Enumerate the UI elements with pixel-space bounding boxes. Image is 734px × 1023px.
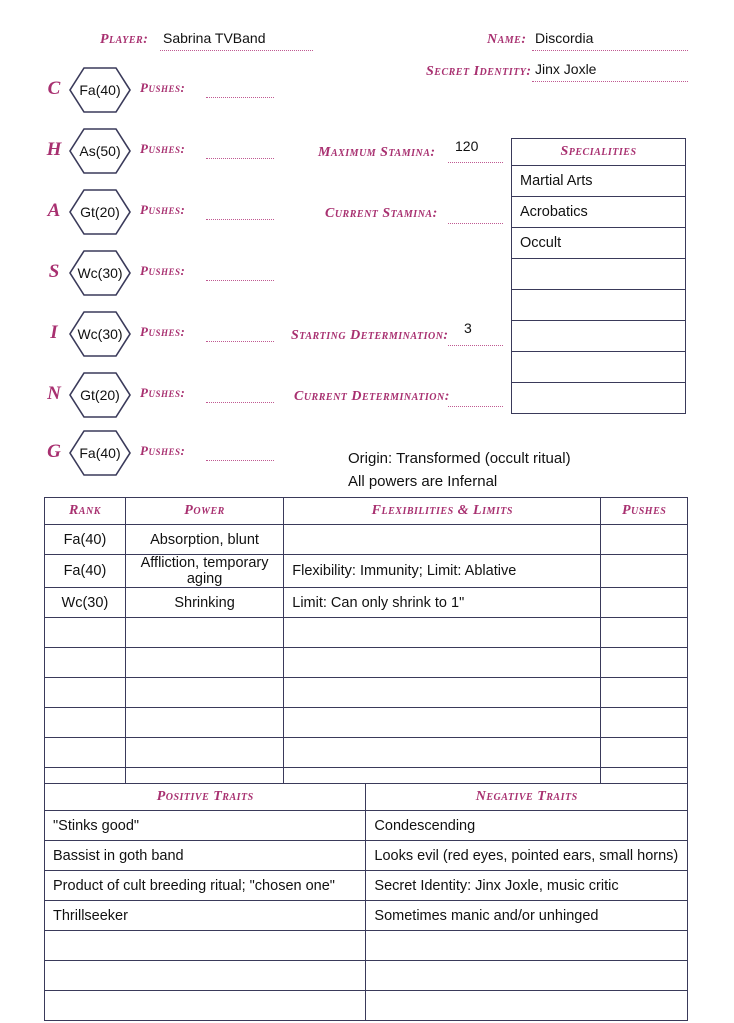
traits-row [45, 961, 688, 991]
stat-pushes-label: Pushes: [140, 80, 186, 95]
stat-row [44, 310, 304, 358]
power-name-cell[interactable] [125, 648, 283, 678]
stat-pushes-underline [206, 96, 274, 98]
origin-line-2: All powers are Infernal [348, 473, 498, 490]
name-label: Name: [487, 32, 527, 47]
stat-row [44, 249, 304, 297]
current-determination-underline [448, 405, 503, 407]
current-stamina-label: Current Stamina: [325, 206, 438, 221]
power-rank-cell[interactable]: Fa(40) [45, 555, 126, 588]
traits-row [45, 871, 688, 901]
specialties-row [512, 383, 686, 414]
positive-trait-cell[interactable]: Thrillseeker [45, 901, 366, 931]
power-pushes-cell[interactable] [601, 618, 688, 648]
player-value[interactable]: Sabrina TVBand [163, 30, 266, 46]
powers-row [45, 678, 688, 708]
negative-trait-cell[interactable]: Secret Identity: Jinx Joxle, music critic [366, 871, 688, 901]
stat-row [44, 66, 304, 114]
powers-row [45, 525, 688, 555]
player-label: Player: [100, 32, 149, 47]
stat-pushes-underline [206, 157, 274, 159]
stat-letter: S [48, 261, 60, 282]
power-rank-cell[interactable] [45, 618, 126, 648]
powers-header-power: Power [125, 498, 283, 525]
stat-hexagon [68, 188, 132, 236]
name-underline [532, 49, 688, 51]
power-flex-cell[interactable] [284, 618, 601, 648]
power-name-cell[interactable] [125, 618, 283, 648]
stat-rank-value[interactable]: Wc(30) [77, 265, 123, 281]
positive-trait-cell[interactable]: "Stinks good" [45, 811, 366, 841]
stat-row [44, 188, 304, 236]
specialty-cell[interactable] [512, 352, 686, 383]
stat-rank-value[interactable]: Fa(40) [79, 445, 121, 461]
current-determination-label: Current Determination: [294, 389, 450, 404]
stat-pushes-underline [206, 459, 274, 461]
specialties-row [512, 197, 686, 228]
power-name-cell[interactable] [125, 678, 283, 708]
secret-identity-value[interactable]: Jinx Joxle [535, 61, 597, 77]
stat-rank-value[interactable]: Wc(30) [77, 326, 123, 342]
stat-pushes-label: Pushes: [140, 324, 186, 339]
powers-row [45, 708, 688, 738]
power-pushes-cell[interactable] [601, 555, 688, 588]
traits-row [45, 991, 688, 1021]
power-flex-cell[interactable]: Flexibility: Immunity; Limit: Ablative [284, 555, 601, 588]
stat-rank-value[interactable]: Gt(20) [80, 204, 120, 220]
negative-traits-header: Negative Traits [366, 784, 688, 811]
power-pushes-cell[interactable] [601, 738, 688, 768]
maximum-stamina-label: Maximum Stamina: [318, 145, 436, 160]
stat-pushes-label: Pushes: [140, 263, 186, 278]
powers-row [45, 555, 688, 588]
stat-rank-value[interactable]: Fa(40) [79, 82, 121, 98]
maximum-stamina-underline [448, 161, 503, 163]
power-flex-cell[interactable] [284, 648, 601, 678]
powers-header-rank: Rank [45, 498, 126, 525]
power-name-cell[interactable]: Affliction, temporary aging [125, 555, 283, 588]
power-name-cell[interactable]: Shrinking [125, 588, 283, 618]
power-pushes-cell[interactable] [601, 678, 688, 708]
power-pushes-cell[interactable] [601, 588, 688, 618]
stat-pushes-underline [206, 401, 274, 403]
stat-hexagon [68, 249, 132, 297]
power-flex-cell[interactable]: Limit: Can only shrink to 1" [284, 588, 601, 618]
negative-trait-cell[interactable]: Looks evil (red eyes, pointed ears, small horns) [366, 841, 688, 871]
stat-letter: C [47, 78, 61, 99]
stat-letter: I [50, 322, 58, 343]
stat-pushes-underline [206, 218, 274, 220]
specialties-row [512, 259, 686, 290]
stat-letter: A [47, 200, 61, 221]
secret-identity-label: Secret Identity: [426, 64, 532, 79]
name-value[interactable]: Discordia [535, 30, 594, 46]
power-pushes-cell[interactable] [601, 708, 688, 738]
power-name-cell[interactable] [125, 738, 283, 768]
powers-header-flex: Flexibilities & Limits [284, 498, 601, 525]
specialty-cell[interactable] [512, 259, 686, 290]
traits-row [45, 811, 688, 841]
specialties-row [512, 228, 686, 259]
specialties-row [512, 166, 686, 197]
traits-row [45, 841, 688, 871]
secret-identity-underline [532, 80, 688, 82]
negative-trait-cell[interactable]: Condescending [366, 811, 688, 841]
specialties-row [512, 321, 686, 352]
positive-trait-cell[interactable]: Bassist in goth band [45, 841, 366, 871]
power-flex-cell[interactable] [284, 738, 601, 768]
stat-hexagon [68, 371, 132, 419]
specialty-cell[interactable]: Martial Arts [512, 166, 686, 197]
powers-row [45, 588, 688, 618]
powers-row [45, 738, 688, 768]
specialties-table [511, 138, 686, 414]
specialty-cell[interactable]: Occult [512, 228, 686, 259]
power-rank-cell[interactable] [45, 708, 126, 738]
positive-trait-cell[interactable] [45, 991, 366, 1021]
traits-row [45, 901, 688, 931]
power-rank-cell[interactable] [45, 738, 126, 768]
specialty-cell[interactable] [512, 321, 686, 352]
stat-row [44, 429, 304, 477]
stat-hexagon [68, 310, 132, 358]
power-flex-cell[interactable] [284, 525, 601, 555]
powers-row [45, 648, 688, 678]
stat-pushes-underline [206, 340, 274, 342]
stat-letter: G [47, 441, 61, 462]
power-name-cell[interactable]: Absorption, blunt [125, 525, 283, 555]
negative-trait-cell[interactable] [366, 961, 688, 991]
negative-trait-cell[interactable] [366, 931, 688, 961]
positive-trait-cell[interactable] [45, 931, 366, 961]
starting-determination-underline [448, 344, 503, 346]
origin-line-1: Origin: Transformed (occult ritual) [348, 450, 571, 467]
stat-hexagon [68, 66, 132, 114]
power-rank-cell[interactable] [45, 678, 126, 708]
stat-row [44, 127, 304, 175]
negative-trait-cell[interactable] [366, 991, 688, 1021]
stat-hexagon [68, 429, 132, 477]
stat-rank-value[interactable]: As(50) [79, 143, 121, 159]
positive-trait-cell[interactable]: Product of cult breeding ritual; "chosen one" [45, 871, 366, 901]
stat-pushes-underline [206, 279, 274, 281]
stat-pushes-label: Pushes: [140, 443, 186, 458]
power-pushes-cell[interactable] [601, 648, 688, 678]
stat-rank-value[interactable]: Gt(20) [80, 387, 120, 403]
current-stamina-underline [448, 222, 503, 224]
stat-row [44, 371, 304, 419]
specialty-cell[interactable] [512, 290, 686, 321]
stat-hexagon [68, 127, 132, 175]
specialty-cell[interactable]: Acrobatics [512, 197, 686, 228]
stat-pushes-label: Pushes: [140, 385, 186, 400]
traits-table [44, 783, 688, 1021]
specialty-cell[interactable] [512, 383, 686, 414]
negative-trait-cell[interactable]: Sometimes manic and/or unhinged [366, 901, 688, 931]
positive-traits-header: Positive Traits [45, 784, 366, 811]
maximum-stamina-value[interactable]: 120 [455, 138, 479, 154]
starting-determination-value[interactable]: 3 [464, 320, 472, 336]
power-flex-cell[interactable] [284, 708, 601, 738]
positive-trait-cell[interactable] [45, 961, 366, 991]
stat-pushes-label: Pushes: [140, 202, 186, 217]
powers-row [45, 618, 688, 648]
starting-determination-label: Starting Determination: [291, 328, 449, 343]
power-rank-cell[interactable] [45, 648, 126, 678]
power-rank-cell[interactable]: Fa(40) [45, 525, 126, 555]
power-rank-cell[interactable]: Wc(30) [45, 588, 126, 618]
power-name-cell[interactable] [125, 708, 283, 738]
power-pushes-cell[interactable] [601, 525, 688, 555]
player-underline [160, 49, 313, 51]
specialties-row [512, 352, 686, 383]
powers-table [44, 497, 688, 798]
specialties-header: Specialities [512, 139, 686, 166]
stat-letter: H [46, 139, 62, 160]
specialties-row [512, 290, 686, 321]
stat-letter: N [47, 383, 61, 404]
stat-pushes-label: Pushes: [140, 141, 186, 156]
traits-row [45, 931, 688, 961]
power-flex-cell[interactable] [284, 678, 601, 708]
powers-header-pushes: Pushes [601, 498, 688, 525]
